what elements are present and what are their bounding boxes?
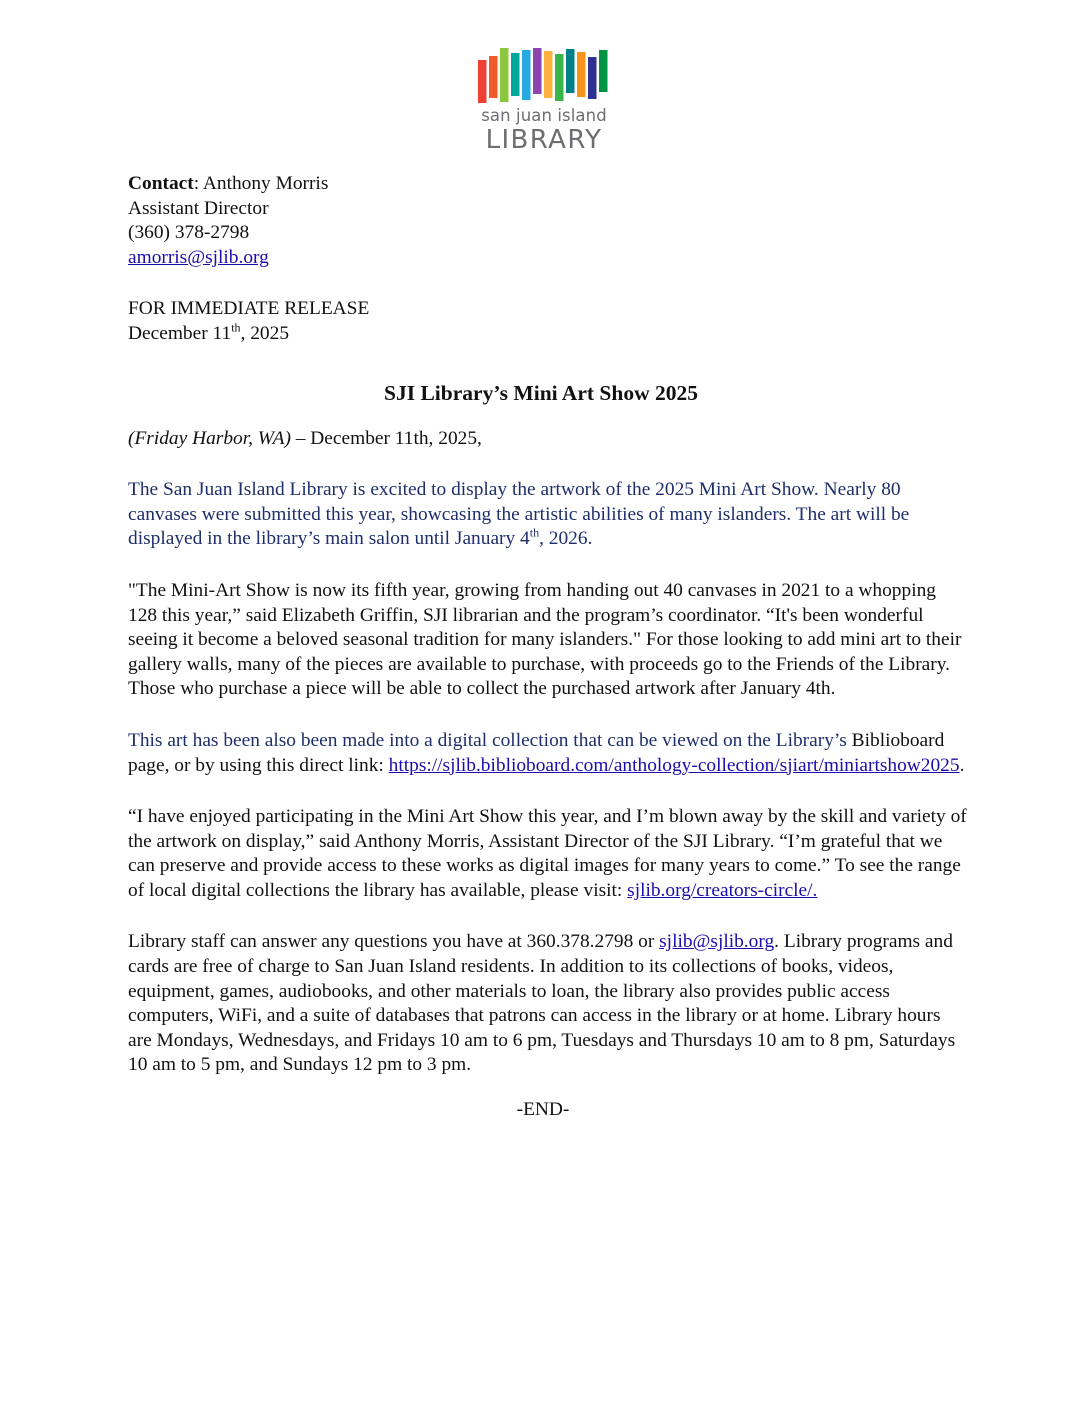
release-block <box>128 297 968 346</box>
logo-bar <box>588 57 597 99</box>
dateline-date: – December 11th, 2025, <box>290 427 482 449</box>
logo-bar <box>500 48 509 102</box>
paragraph-3: This art has been also been made into a digital collection that can be viewed on the Library’s Biblioboard page, or by using this direct link: https://sjlib.biblioboard.com/anthology-collection/sjiart/miniartshow2025. <box>128 729 965 776</box>
contact-email-link[interactable]: amorris@sjlib.org <box>128 246 269 268</box>
logo-text-line1: san juan island <box>481 106 607 125</box>
creators-circle-link[interactable]: sjlib.org/creators-circle/. <box>627 879 818 901</box>
logo-bar <box>511 53 520 96</box>
contact-title: Assistant Director <box>128 197 269 219</box>
headline: SJI Library’s Mini Art Show 2025 <box>384 380 698 405</box>
contact-block <box>128 172 968 270</box>
paragraph-1: The San Juan Island Library is excited to display the artwork of the 2025 Mini Art Show. Nearly 80 canvases were submitted this year, showcasing the artistic abilities of many islanders. The art will be displayed in the library’s main salon until January 4th, 2026. <box>128 479 910 550</box>
contact-phone: (360) 378-2798 <box>128 222 250 244</box>
logo-bar <box>522 50 531 100</box>
paragraph-5: Library staff can answer any questions you have at 360.378.2798 or sjlib@sjlib.org. Library programs and cards are free of charge to San Juan Island residents. In addition to its collections of books, videos, equipment, games, audiobooks, and other materials to loan, the library also provides public access computers, WiFi, and a suite of databases that patrons can access in the library or at home. Library hours are Mondays, Wednesdays, and Fridays 10 am to 6 pm, Tuesdays and Thursdays 10 am to 8 pm, Saturdays 10 am to 5 pm, and Sundays 12 pm to 3 pm. <box>128 931 956 1076</box>
release-line: FOR IMMEDIATE RELEASE <box>128 298 370 320</box>
release-date: December 11th, 2025 <box>128 320 290 344</box>
contact-label: Contact <box>128 173 194 194</box>
library-logo <box>474 48 614 158</box>
logo-bar <box>533 48 542 94</box>
paragraph-4: “I have enjoyed participating in the Mini Art Show this year, and I’m blown away by the skill and variety of the artwork on display,” said Anthony Morris, Assistant Director of the SJI Library. “I’m grateful that we can preserve and provide access to these works as digital images for many years to come.” To see the range of local digital collections the library has available, please visit: sjlib.org/creators-circle/. <box>128 806 967 901</box>
logo-bars <box>474 48 614 108</box>
end-mark: -END- <box>516 1099 570 1121</box>
logo-bar <box>599 50 608 92</box>
logo-bar <box>555 54 564 101</box>
logo-bar <box>478 60 487 103</box>
contact-name: : Anthony Morris <box>193 173 329 194</box>
dateline-place: (Friday Harbor, WA) <box>128 427 291 449</box>
biblioboard-link[interactable]: https://sjlib.biblioboard.com/anthology-collection/sjiart/miniartshow2025 <box>388 754 960 776</box>
library-email-link[interactable]: sjlib@sjlib.org <box>659 931 775 953</box>
logo-bar <box>577 52 586 97</box>
dateline <box>128 427 968 452</box>
press-release-body <box>128 172 968 1123</box>
logo-bar <box>566 49 575 93</box>
logo-text-line2: LIBRARY <box>485 125 603 155</box>
logo-bar <box>544 51 553 98</box>
logo-bar <box>489 56 498 98</box>
paragraph-2: "The Mini-Art Show is now its fifth year, growing from handing out 40 canvases in 2021 to a whopping 128 this year,” said Elizabeth Griffin, SJI librarian and the program’s coordinator. “It's been wonderful seeing it become a beloved seasonal tradition for many islanders." For those looking to add mini art to their gallery walls, many of the pieces are available to purchase, with proceeds go to the Friends of the Library. Those who purchase a piece will be able to collect the purchased artwork after January 4th. <box>128 579 962 700</box>
